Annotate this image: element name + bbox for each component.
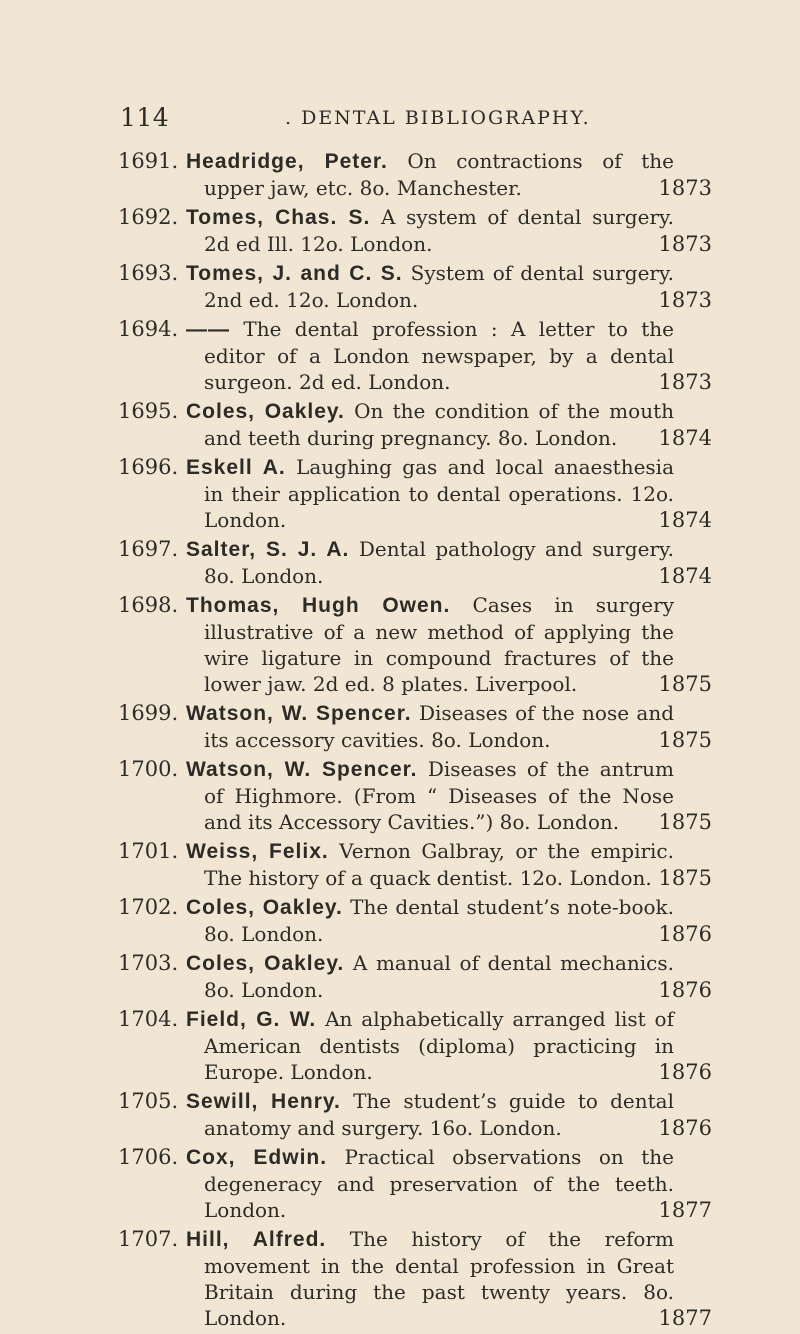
entry-author: Tomes, J. and C. S. xyxy=(186,262,403,285)
entry-year: 1876 xyxy=(658,922,712,946)
entry-title: Vernon Galbray, or the empiric. The history of a quack dentist. 12o. London. xyxy=(204,839,674,890)
entry-number: 1698. xyxy=(118,593,179,617)
entry-body xyxy=(186,592,674,697)
entry-body xyxy=(186,260,674,313)
entry-year: 1875 xyxy=(658,728,712,752)
entry-title: The student’s guide to dental anatomy and surgery. 16o. London. xyxy=(204,1089,675,1140)
bibliography-entry xyxy=(0,950,800,1003)
bibliography-entry xyxy=(0,204,800,257)
entry-body xyxy=(186,1144,674,1223)
entry-body xyxy=(186,838,674,891)
entry-author: Coles, Oakley. xyxy=(186,896,343,919)
entry-year: 1873 xyxy=(658,288,712,312)
bibliography-entry xyxy=(0,454,800,533)
entry-title: Dental pathology and surgery. 8o. London. xyxy=(204,537,675,588)
entry-year: 1876 xyxy=(658,978,712,1002)
entry-body xyxy=(186,1006,674,1085)
entry-title: The history of the reform movement in the dental profession in Great Britain during the past twenty years. 8o. London. xyxy=(204,1227,674,1330)
bibliography-entry xyxy=(0,1144,800,1223)
entry-author: —— xyxy=(186,318,230,341)
entry-year: 1875 xyxy=(658,672,712,696)
entry-number: 1696. xyxy=(118,455,179,479)
entry-body xyxy=(186,1088,674,1141)
bibliography-entry xyxy=(0,756,800,835)
running-head: . DENTAL BIBLIOGRAPHY. xyxy=(285,107,591,129)
entry-year: 1874 xyxy=(658,564,712,588)
entry-author: Hill, Alfred. xyxy=(186,1228,327,1251)
entry-author: Weiss, Felix. xyxy=(186,840,329,863)
entry-year: 1874 xyxy=(658,426,712,450)
entry-body xyxy=(186,894,674,947)
entry-title: Cases in surgery illustrative of a new method of applying the wire ligature in compound fractures of the lower jaw. 2d ed. 8 plates. Liverpool. xyxy=(204,593,674,696)
bibliography-entry xyxy=(0,148,800,201)
entry-body xyxy=(186,1226,674,1331)
entry-body xyxy=(186,148,674,201)
entry-number: 1703. xyxy=(118,951,179,975)
entry-author: Eskell A. xyxy=(186,456,286,479)
entry-author: Tomes, Chas. S. xyxy=(186,206,371,229)
entry-number: 1697. xyxy=(118,537,179,561)
entry-author: Sewill, Henry. xyxy=(186,1090,341,1113)
entry-year: 1873 xyxy=(658,370,712,394)
entry-number: 1701. xyxy=(118,839,179,863)
entry-year: 1877 xyxy=(658,1198,712,1222)
entry-body xyxy=(186,204,674,257)
entry-body xyxy=(186,700,674,753)
entry-number: 1692. xyxy=(118,205,179,229)
entry-title: Practical observations on the degeneracy and preservation of the teeth. London. xyxy=(204,1145,674,1222)
bibliography-entry xyxy=(0,1088,800,1141)
entry-body xyxy=(186,316,674,395)
entry-author: Thomas, Hugh Owen. xyxy=(186,594,451,617)
entry-year: 1875 xyxy=(658,866,712,890)
bibliography-entry xyxy=(0,260,800,313)
entry-author: Field, G. W. xyxy=(186,1008,317,1031)
entry-year: 1876 xyxy=(658,1060,712,1084)
entry-author: Headridge, Peter. xyxy=(186,150,388,173)
bibliography-entries xyxy=(0,148,800,1334)
entry-number: 1691. xyxy=(118,149,179,173)
bibliography-entry xyxy=(0,838,800,891)
entry-number: 1700. xyxy=(118,757,179,781)
entry-author: Coles, Oakley. xyxy=(186,952,345,975)
entry-number: 1706. xyxy=(118,1145,179,1169)
entry-body xyxy=(186,756,674,835)
bibliography-entry xyxy=(0,1226,800,1331)
entry-body xyxy=(186,454,674,533)
entry-number: 1702. xyxy=(118,895,179,919)
entry-title: On contractions of the upper jaw, etc. 8o. Manchester. xyxy=(204,149,674,200)
entry-number: 1705. xyxy=(118,1089,179,1113)
entry-title: System of dental surgery. 2nd ed. 12o. London. xyxy=(204,261,674,312)
entry-year: 1877 xyxy=(658,1306,712,1330)
entry-number: 1699. xyxy=(118,701,179,725)
entry-number: 1695. xyxy=(118,399,179,423)
entry-title: A manual of dental mechanics. 8o. London. xyxy=(204,951,674,1002)
entry-body xyxy=(186,536,674,589)
entry-author: Salter, S. J. A. xyxy=(186,538,350,561)
entry-title: Laughing gas and local anaesthesia in their application to dental operations. 12o. London. xyxy=(204,455,674,532)
bibliography-entry xyxy=(0,536,800,589)
entry-year: 1873 xyxy=(658,232,712,256)
entry-year: 1875 xyxy=(658,810,712,834)
entry-author: Coles, Oakley. xyxy=(186,400,345,423)
entry-title: An alphabetically arranged list of American dentists (diploma) practicing in Europe. London. xyxy=(204,1007,674,1084)
entry-title: A system of dental surgery. 2d ed Ill. 12o. London. xyxy=(204,205,675,256)
bibliography-entry xyxy=(0,592,800,697)
entry-year: 1873 xyxy=(658,176,712,200)
entry-title: The dental student’s note-book. 8o. London. xyxy=(204,895,675,946)
entry-author: Watson, W. Spencer. xyxy=(186,702,412,725)
entry-title: The dental profession : A letter to the editor of a London newspaper, by a dental surgeon. 2d ed. London. xyxy=(204,317,674,394)
page-header xyxy=(0,103,800,133)
entry-title: Diseases of the antrum of Highmore. (From “ Diseases of the Nose and its Accessory Cavities.”) 8o. London. xyxy=(204,757,674,834)
bibliography-entry xyxy=(0,894,800,947)
entry-author: Cox, Edwin. xyxy=(186,1146,328,1169)
entry-body xyxy=(186,950,674,1003)
entry-year: 1876 xyxy=(658,1116,712,1140)
bibliography-entry xyxy=(0,398,800,451)
entry-title: On the condition of the mouth and teeth during pregnancy. 8o. London. xyxy=(204,399,674,450)
entry-year: 1874 xyxy=(658,508,712,532)
entry-number: 1694. xyxy=(118,317,179,341)
bibliography-entry xyxy=(0,1006,800,1085)
entry-author: Watson, W. Spencer. xyxy=(186,758,418,781)
entry-title: Diseases of the nose and its accessory cavities. 8o. London. xyxy=(204,701,675,752)
entry-body xyxy=(186,398,674,451)
page-number: 114 xyxy=(120,103,170,132)
bibliography-entry xyxy=(0,316,800,395)
entry-number: 1707. xyxy=(118,1227,179,1251)
entry-number: 1704. xyxy=(118,1007,179,1031)
bibliography-entry xyxy=(0,700,800,753)
entry-number: 1693. xyxy=(118,261,179,285)
